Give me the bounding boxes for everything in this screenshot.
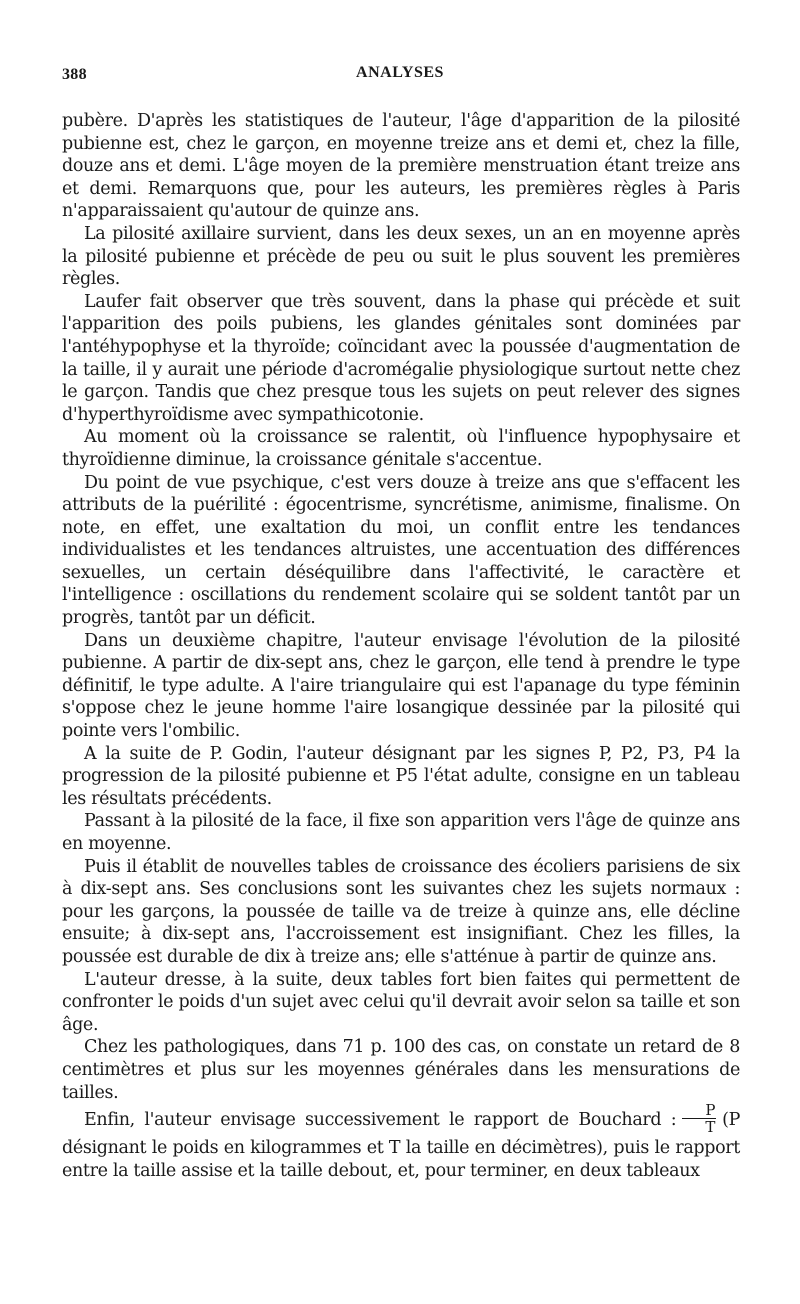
paragraph: pubère. D'après les statistiques de l'auteur, l'âge d'apparition de la pilosité pubienne est, chez le garçon, en moyenne treize ans et demi et, chez la fille, douze ans et demi. L'âge moyen de la première menstruation étant treize ans et demi. Remarquons que, pour les auteurs, les premières règles à Paris n'apparaissaient qu'autour de quinze ans. — [62, 111, 740, 222]
body-text — [62, 110, 740, 1182]
paragraph: Dans un deuxième chapitre, l'auteur envisage l'évolution de la pilosité pubienne. A partir de dix-sept ans, chez le garçon, elle tend à prendre le type définitif, le type adulte. A l'aire triangulaire qui est l'apanage du type féminin s'oppose chez le jeune homme l'aire losangique dessinée par la pilosité qui pointe vers l'ombilic. — [62, 630, 740, 742]
paragraph-bouchard-ratio — [62, 1101, 740, 1182]
page-number: 388 — [62, 66, 87, 83]
paragraph: Passant à la pilosité de la face, il fixe son apparition vers l'âge de quinze ans en moyenne. — [62, 811, 740, 854]
bouchard-text-before: Enfin, l'auteur envisage successivement le rapport de Bouchard : — [84, 1110, 677, 1131]
fraction-denominator: T — [705, 1118, 716, 1137]
paragraph: Puis il établit de nouvelles tables de croissance des écoliers parisiens de six à dix-sept ans. Ses conclusions sont les suivantes chez les sujets normaux : pour les garçons, la poussée de taille va de treize à quinze ans, elle décline ensuite; à dix-sept ans, l'accroissement est insignifiant. Chez les filles, la poussée est durable de dix à treize ans; elle s'atténue à partir de quinze ans. — [62, 856, 740, 967]
fraction-numerator: P — [682, 1102, 716, 1119]
bouchard-text-after: (P désignant le poids en kilogrammes et T la taille en décimètres), puis le rapport entre la taille assise et la taille debout, et, pour terminer, en deux tableaux — [62, 1110, 740, 1181]
paragraph: Au moment où la croissance se ralentit, où l'influence hypophysaire et thyroïdienne diminue, la croissance génitale s'accentue. — [62, 427, 740, 470]
paragraph: Chez les pathologiques, dans 71 p. 100 des cas, on constate un retard de 8 centimètres et plus sur les moyennes générales dans les mensurations de tailles. — [62, 1037, 740, 1103]
paragraph: L'auteur dresse, à la suite, deux tables fort bien faites qui permettent de confronter le poids d'un sujet avec celui qu'il devrait avoir selon sa taille et son âge. — [62, 969, 740, 1035]
paragraph: La pilosité axillaire survient, dans les deux sexes, un an en moyenne après la pilosité pubienne et précède de peu ou suit le plus souvent les premières règles. — [62, 223, 740, 290]
paragraph: Laufer fait observer que très souvent, dans la phase qui précède et suit l'apparition des poils pubiens, les glandes génitales sont dominées par l'antéhypophyse et la thyroïde; coïncidant avec la poussée d'augmentation de la taille, il y aurait une période d'acromégalie physiologique surtout nette chez le garçon. Tandis que chez presque tous les sujets on peut relever des signes d'hyperthyroïdisme avec sympathicotonie. — [62, 291, 740, 425]
running-title: ANALYSES — [356, 64, 444, 81]
paragraph: A la suite de P. Godin, l'auteur désignant par les signes P, P2, P3, P4 la progression de la pilosité pubienne et P5 l'état adulte, consigne en un tableau les résultats précédents. — [62, 743, 740, 809]
paragraph: Du point de vue psychique, c'est vers douze à treize ans que s'effacent les attributs de la puérilité : égocentrisme, syncrétisme, animisme, finalisme. On note, en effet, une exaltation du moi, un conflit entre les tendances individualistes et les tendances altruistes, une accentuation des différences sexuelles, un certain déséquilibre dans l'affectivité, le caractère et l'intelligence : oscillations du rendement scolaire qui se soldent tantôt par un progrès, tantôt par un déficit. — [62, 472, 740, 629]
bouchard-fraction — [682, 1102, 716, 1135]
